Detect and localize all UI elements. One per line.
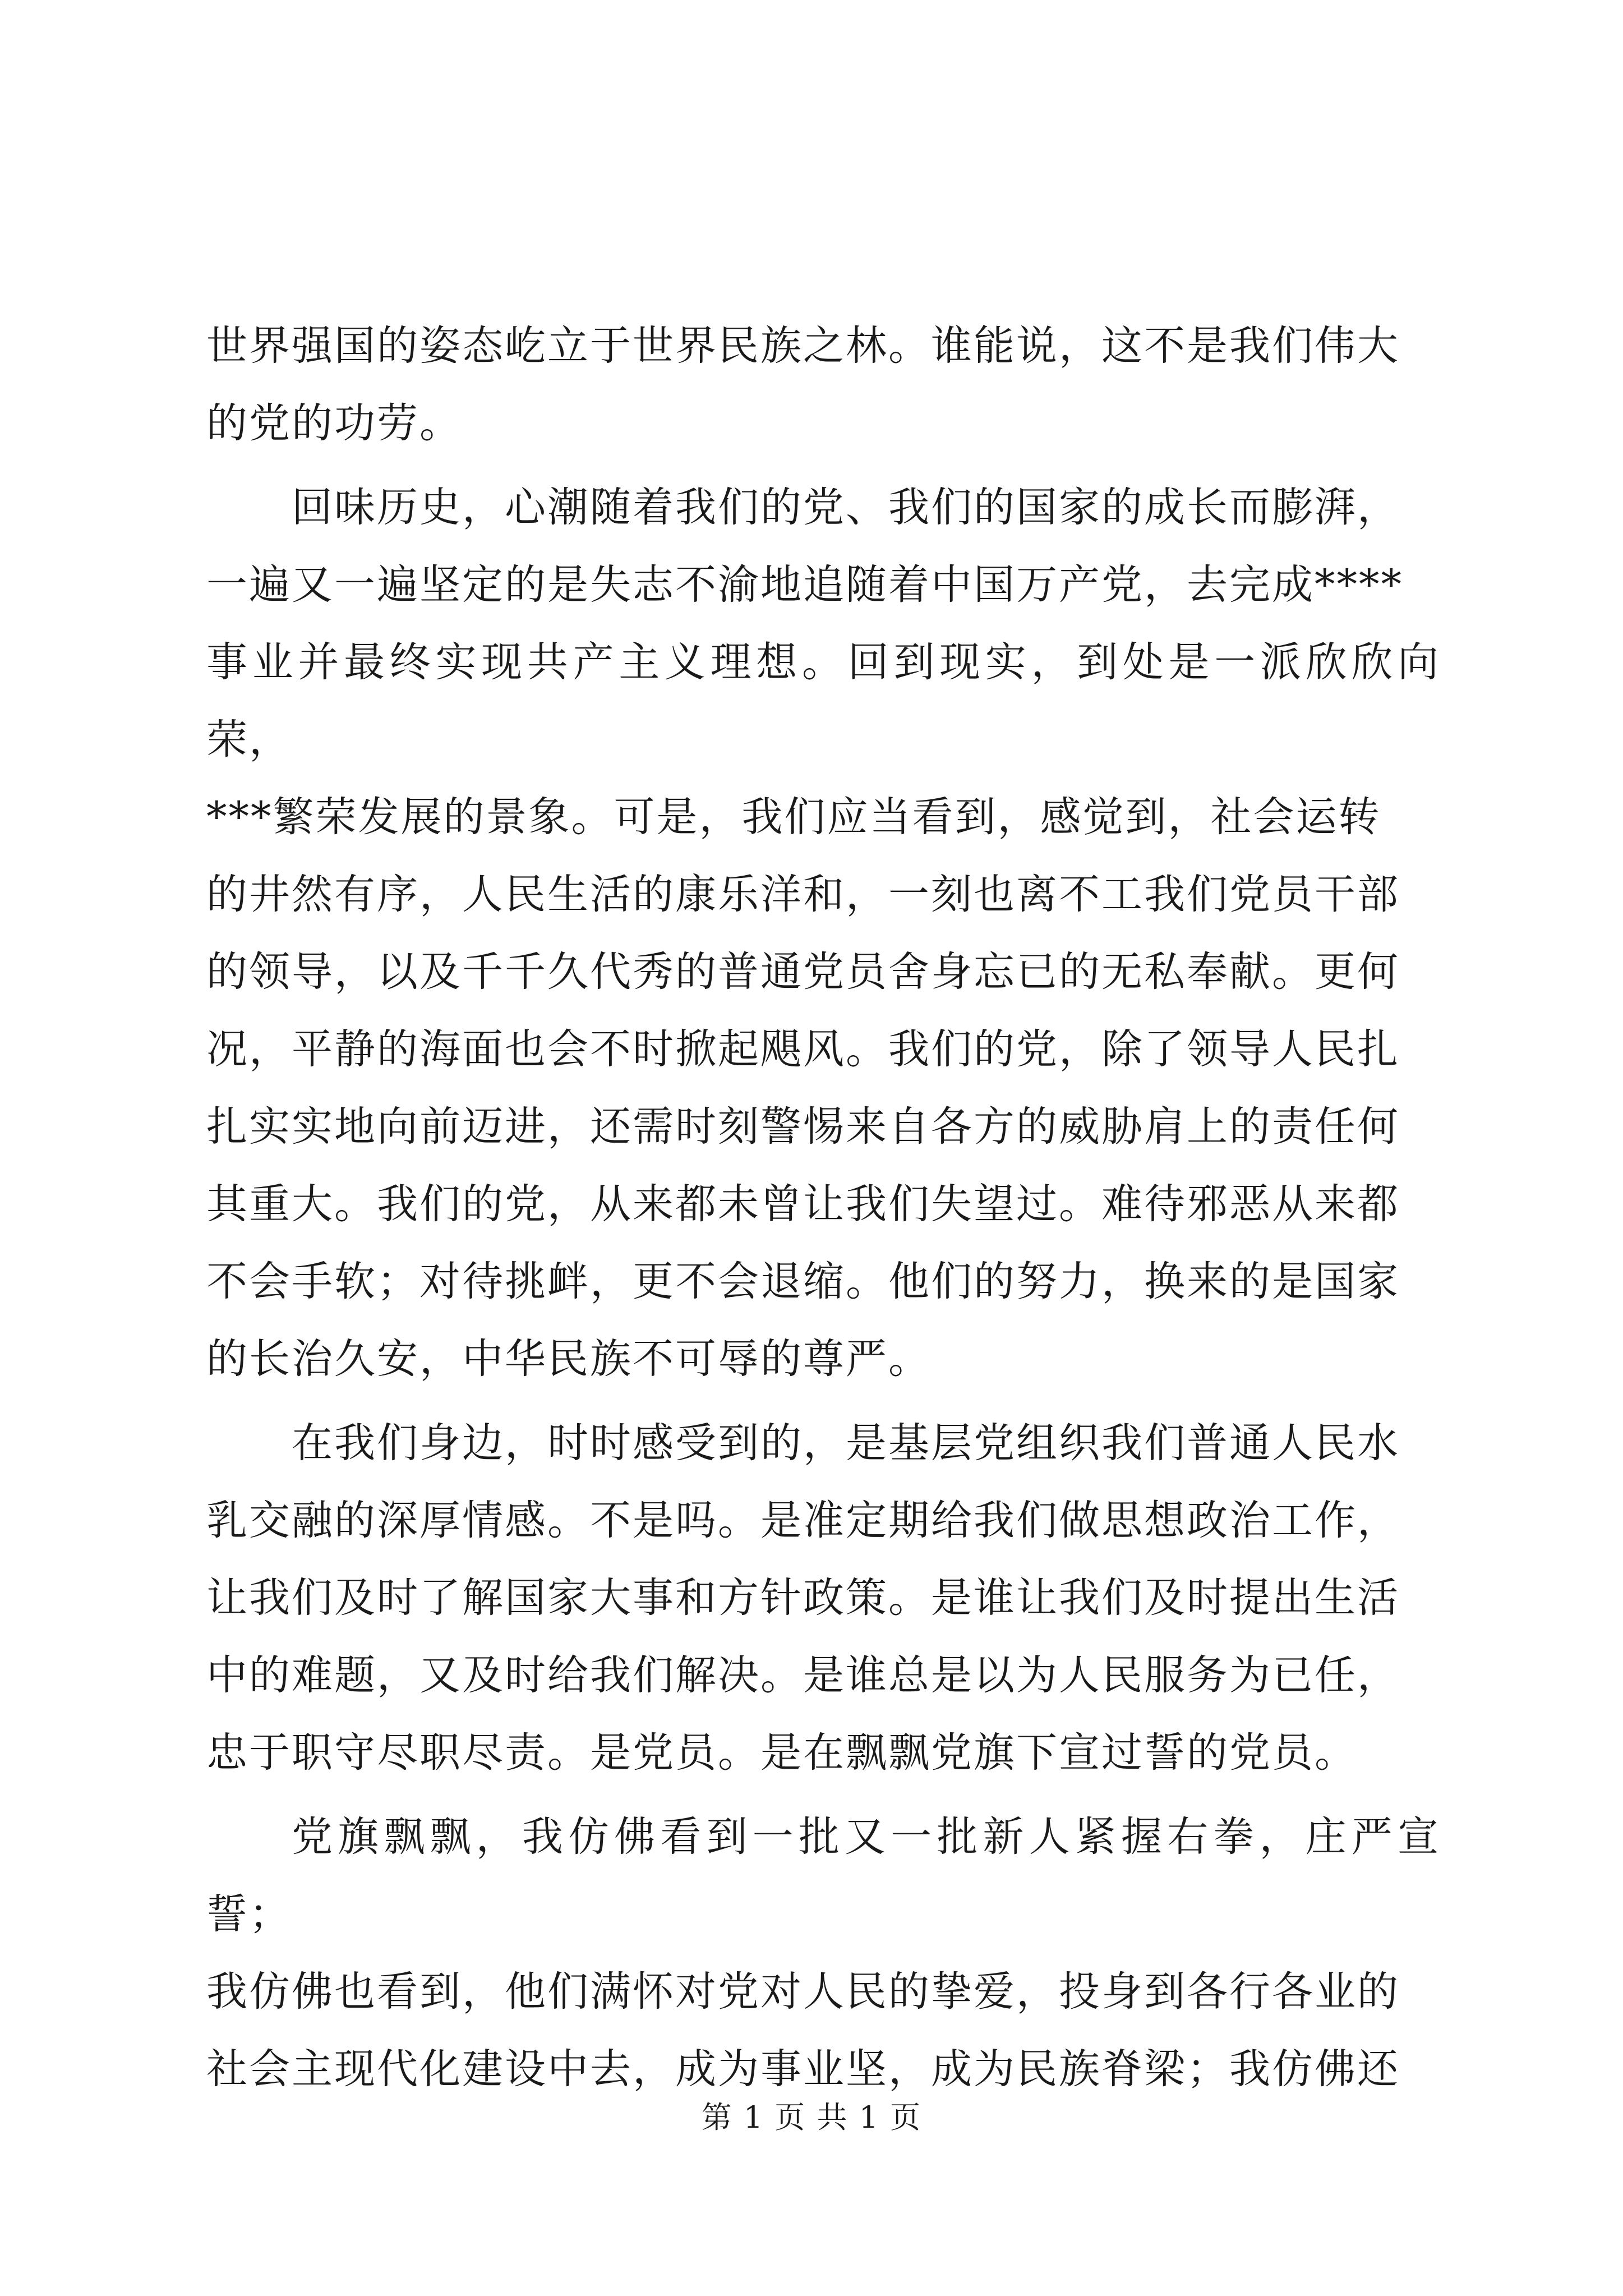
paragraph-3 xyxy=(206,1405,1440,1792)
text-line: 中的难题，又及时给我们解决。是谁总是以为人民服务为已任， xyxy=(206,1651,1400,1699)
text-line: 况，平静的海面也会不时掀起飓风。我们的党，除了领导人民扎 xyxy=(206,1025,1400,1073)
text-line: 让我们及时了解国家大事和方针政策。是谁让我们及时提出生活 xyxy=(206,1574,1400,1622)
text-line: 的井然有序，人民生活的康乐洋和，一刻也离不工我们党员干部 xyxy=(206,871,1400,918)
paragraph-1 xyxy=(206,307,1440,462)
text-line: 一遍又一遍坚定的是失志不渝地追随着中国万产党，去完成**** xyxy=(206,561,1403,609)
page-number-label: 第 1 页 共 1 页 xyxy=(701,2100,922,2135)
text-line: 世界强国的姿态屹立于世界民族之林。谁能说，这不是我们伟大 xyxy=(206,322,1400,370)
document-body xyxy=(206,307,1440,2108)
text-line: 的党的功劳。 xyxy=(206,399,462,447)
text-line: 回味历史，心潮随着我们的党、我们的国家的成长而膨湃， xyxy=(292,484,1400,531)
text-line: 扎实实地向前迈进，还需时刻警惕来自各方的威胁肩上的责任何 xyxy=(206,1103,1400,1151)
text-line: 的领导，以及千千久代秀的普通党员舍身忘已的无私奉献。更何 xyxy=(206,948,1400,996)
text-line: 不会手软；对待挑衅，更不会退缩。他们的努力，换来的是国家 xyxy=(206,1258,1400,1305)
text-line: 社会主现代化建设中去，成为事业坚，成为民族脊梁；我仿佛还 xyxy=(206,2045,1400,2093)
text-line: ***繁荣发展的景象。可是，我们应当看到，感觉到，社会运转 xyxy=(206,793,1381,841)
text-line: 我仿佛也看到，他们满怀对党对人民的挚爱，投身到各行各业的 xyxy=(206,1968,1400,2016)
text-line: 在我们身边，时时感受到的，是基层党组织我们普通人民水 xyxy=(292,1419,1400,1467)
text-line: 事业并最终实现共产主义理想。回到现实，到处是一派欣欣向荣， xyxy=(206,638,1440,763)
paragraph-2 xyxy=(206,469,1440,1398)
text-line: 其重大。我们的党，从来都未曾让我们失望过。难待邪恶从来都 xyxy=(206,1180,1400,1228)
page-footer xyxy=(0,2098,1623,2137)
text-line: 的长治久安，中华民族不可辱的尊严。 xyxy=(206,1335,931,1383)
text-line: 乳交融的深厚情感。不是吗。是准定期给我们做思想政治工作， xyxy=(206,1497,1400,1544)
text-line: 忠于职守尽职尽责。是党员。是在飘飘党旗下宣过誓的党员。 xyxy=(206,1729,1357,1777)
text-line: 党旗飘飘，我仿佛看到一批又一批新人紧握右拳，庄严宣誓； xyxy=(206,1813,1440,1938)
paragraph-4 xyxy=(206,1798,1440,2108)
